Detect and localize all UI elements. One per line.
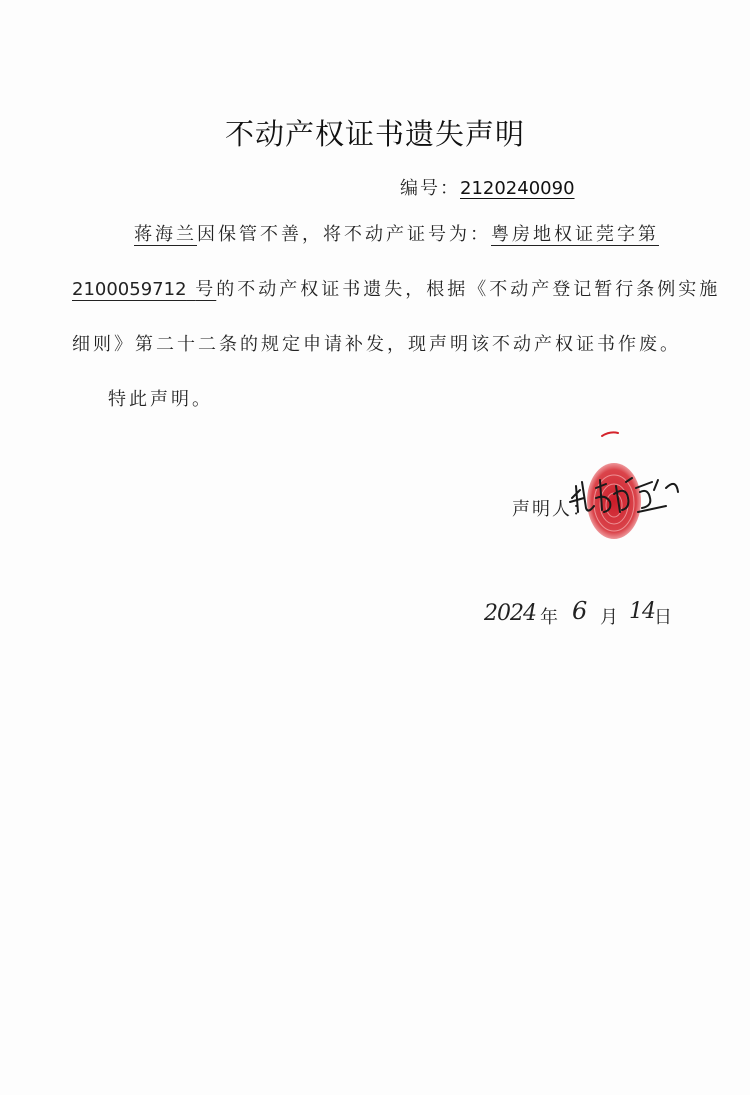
paragraph-text: 的不动产权证书遗失，根据《不动产登记暂行条例实施 bbox=[216, 279, 721, 300]
ink-mark bbox=[600, 429, 620, 439]
date-month: 6 bbox=[572, 597, 588, 625]
date-year: 2024 bbox=[484, 601, 536, 626]
date-day-unit: 日 bbox=[654, 607, 672, 628]
paragraph-line-2 bbox=[72, 275, 720, 301]
date-month-unit: 月 bbox=[600, 607, 618, 628]
certificate-suffix: 号 bbox=[195, 279, 217, 300]
number-value: 2120240090 bbox=[460, 178, 575, 199]
document-number bbox=[400, 174, 575, 200]
signer-label: 声明人： bbox=[512, 499, 592, 520]
certificate-number: 2100059712 bbox=[72, 279, 187, 300]
number-label: 编号： bbox=[400, 178, 460, 199]
paragraph-text: 因保管不善，将不动产证号为： bbox=[197, 224, 491, 245]
handwritten-signature bbox=[566, 468, 686, 528]
certificate-number-group bbox=[72, 279, 216, 300]
date-day: 14 bbox=[629, 599, 655, 624]
declarant-name: 蒋海兰 bbox=[134, 224, 197, 245]
certificate-prefix: 粤房地权证莞字第 bbox=[491, 224, 659, 245]
paragraph-line-1 bbox=[134, 220, 659, 246]
document-title: 不动产权证书遗失声明 bbox=[224, 117, 525, 151]
paragraph-line-3: 细则》第二十二条的规定申请补发，现声明该不动产权证书作废。 bbox=[72, 334, 681, 355]
date-year-unit: 年 bbox=[540, 607, 558, 628]
closing-statement: 特此声明。 bbox=[108, 389, 213, 410]
signature-date bbox=[484, 595, 684, 635]
